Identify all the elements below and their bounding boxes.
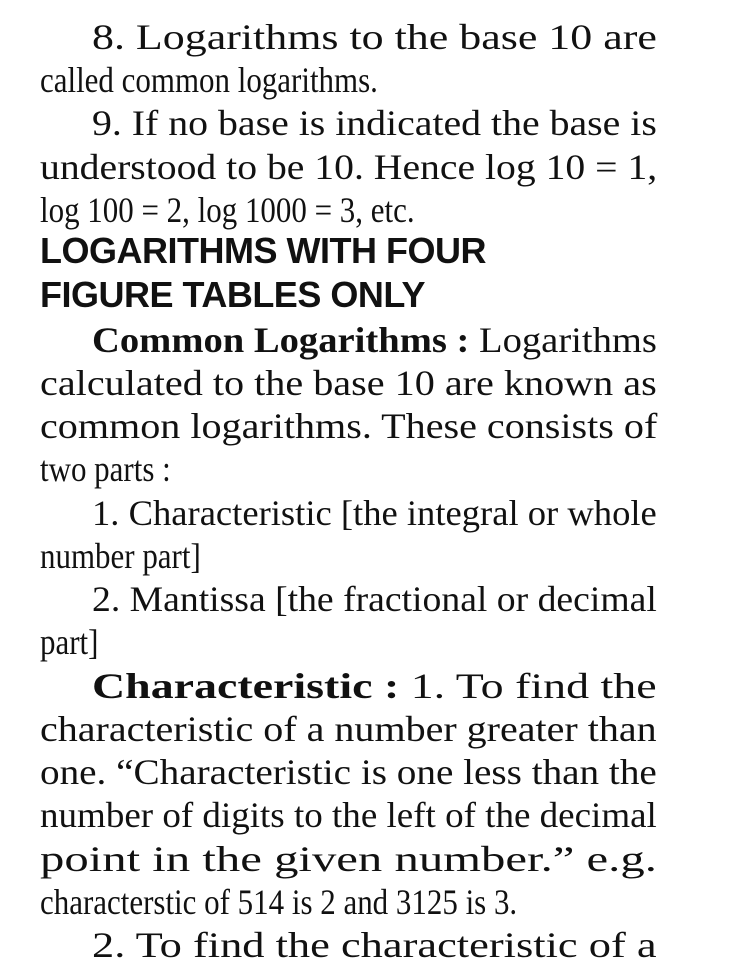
text: 1. To find the xyxy=(410,666,657,706)
characteristic-line-1 xyxy=(92,664,657,708)
text: understood to be 10. Hence log 10 = 1, xyxy=(40,147,658,187)
text: characterstic of 514 is 2 and 3125 is 3. xyxy=(40,882,518,922)
text: 1. Characteristic [the integral or whole xyxy=(92,493,657,533)
part-1-line-2 xyxy=(40,534,657,578)
text: point in the given number.” e.g. xyxy=(40,839,657,879)
text: Logarithms xyxy=(479,320,657,360)
common-logarithms-line-4 xyxy=(40,447,657,491)
point-8-line-2 xyxy=(40,58,657,102)
point-9-line-2 xyxy=(40,145,657,189)
characteristic-line-4 xyxy=(40,793,657,837)
text: part] xyxy=(40,622,99,662)
text: 8. Logarithms to the base 10 are xyxy=(92,17,657,57)
common-logarithms-term: Common Logarithms : xyxy=(92,320,470,360)
text: log 100 = 2, log 1000 = 3, etc. xyxy=(40,190,415,230)
characteristic-term: Characteristic : xyxy=(92,666,400,706)
point-9-line-3 xyxy=(40,188,657,232)
text: called common logarithms. xyxy=(40,60,378,100)
text: one. “Characteristic is one less than the xyxy=(40,752,657,792)
characteristic-point-2-line-1 xyxy=(92,923,657,967)
text: number part] xyxy=(40,536,201,576)
common-logarithms-line-3 xyxy=(40,404,657,448)
part-1-line-1 xyxy=(92,491,657,535)
point-9-line-1 xyxy=(92,101,657,145)
text: two parts : xyxy=(40,449,171,489)
text: 9. If no base is indicated the base is xyxy=(92,103,657,143)
common-logarithms-line-1 xyxy=(92,318,657,362)
characteristic-line-5 xyxy=(40,837,657,881)
characteristic-line-3 xyxy=(40,750,657,794)
part-2-line-2 xyxy=(40,620,657,664)
section-heading-line-2: FIGURE TABLES ONLY xyxy=(40,274,426,315)
text: common logarithms. These consists of xyxy=(40,406,658,446)
section-heading-line-1: LOGARITHMS WITH FOUR xyxy=(40,230,486,271)
characteristic-line-2 xyxy=(40,707,657,751)
text: 2. Mantissa [the fractional or decimal xyxy=(92,579,657,619)
common-logarithms-line-2 xyxy=(40,361,657,405)
text: 2. To find the characteristic of a xyxy=(92,925,657,965)
text: calculated to the base 10 are known as xyxy=(40,363,657,403)
text: characteristic of a number greater than xyxy=(40,709,657,749)
part-2-line-1 xyxy=(92,577,657,621)
point-8-line-1 xyxy=(92,15,657,59)
text: number of digits to the left of the decimal xyxy=(40,795,657,835)
characteristic-line-6 xyxy=(40,880,657,924)
